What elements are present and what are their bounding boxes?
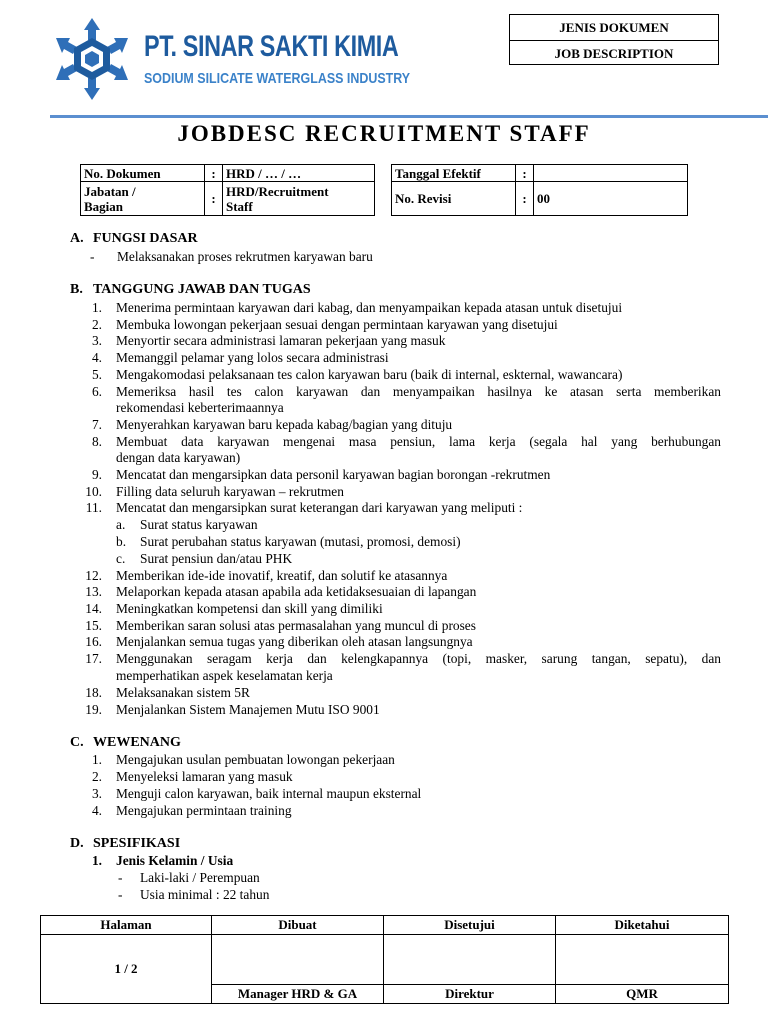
section-title: WEWENANG bbox=[93, 735, 181, 750]
signature-dibuat bbox=[212, 935, 384, 985]
list-item-text: Menyortir secara administrasi lamaran pekerjaan yang masuk bbox=[116, 333, 446, 348]
diketahui-by: QMR bbox=[556, 985, 729, 1004]
list-item-text: Menyerahkan karyawan baru kepada kabag/bagian yang dituju bbox=[116, 417, 453, 432]
list-item-text: Menerima permintaan karyawan dari kabag, dan menyampaikan kepada atasan untuk disetujui bbox=[116, 300, 623, 315]
header-divider bbox=[50, 115, 768, 118]
document-title: JOBDESC RECRUITMENT STAFF bbox=[177, 121, 591, 146]
section-d-heading bbox=[70, 836, 180, 852]
company-logo-icon bbox=[50, 14, 134, 104]
disetujui-by: Direktur bbox=[384, 985, 556, 1004]
list-item-text: Menggunakan seragam kerja dan kelengkapannya (topi, masker, sarung tangan, sepatu), dan bbox=[116, 651, 721, 666]
tanggal-efektif-value bbox=[534, 165, 688, 182]
jabatan-value-line1: HRD/Recruitment bbox=[226, 183, 329, 199]
col-diketahui: Diketahui bbox=[556, 916, 729, 935]
document-type-value: JOB DESCRIPTION bbox=[554, 46, 674, 61]
jabatan-label-line1: Jabatan / bbox=[84, 183, 136, 199]
company-name: PT. SINAR SAKTI KIMIA bbox=[144, 30, 399, 63]
list-item-text: Filling data seluruh karyawan – rekrutmen bbox=[116, 484, 344, 499]
list-item-text: Mengakomodasi pelaksanaan tes calon karyawan baru (baik di internal, eskternal, wawancara) bbox=[116, 367, 623, 382]
no-revisi-value: 00 bbox=[534, 182, 688, 216]
col-disetujui: Disetujui bbox=[384, 916, 556, 935]
jabatan-value bbox=[223, 182, 375, 216]
sub-item-letter: c. bbox=[116, 551, 126, 566]
list-item-text: Melaporkan kepada atasan apabila ada ketidaksesuaian di lapangan bbox=[116, 584, 477, 599]
list-item-text: Laki-laki / Perempuan bbox=[140, 870, 260, 885]
list-item-text: Memeriksa hasil tes calon karyawan dan menyampaikan hasilnya ke atasan serta memberikan bbox=[116, 384, 721, 399]
page-number: 1 / 2 bbox=[41, 935, 212, 1004]
document-type-box bbox=[509, 14, 719, 65]
sub-item-letter: a. bbox=[116, 517, 126, 532]
no-revisi-label: No. Revisi bbox=[392, 182, 516, 216]
list-item-text: Melaksanakan sistem 5R bbox=[116, 685, 250, 700]
list-item-text: Memberikan ide-ide inovatif, kreatif, dan solutif ke atasannya bbox=[116, 568, 448, 583]
colon: : bbox=[205, 165, 223, 182]
sub-item-text: Surat perubahan status karyawan (mutasi, promosi, demosi) bbox=[140, 534, 461, 549]
document-info-table bbox=[80, 164, 375, 216]
list-item-text: Membuka lowongan pekerjaan sesuai dengan permintaan karyawan yang disetujui bbox=[116, 317, 558, 332]
sub-item-letter: b. bbox=[116, 534, 127, 549]
company-tagline: SODIUM SILICATE WATERGLASS INDUSTRY bbox=[144, 70, 411, 87]
list-item-text: Memanggil pelamar yang lolos secara administrasi bbox=[116, 350, 389, 365]
tanggal-efektif-label: Tanggal Efektif bbox=[392, 165, 516, 182]
jabatan-label-line2: Bagian bbox=[84, 198, 124, 214]
signature-diketahui bbox=[556, 935, 729, 985]
list-item-continuation: memperhatikan aspek keselamatan kerja bbox=[116, 668, 333, 683]
list-item-continuation: rekomendasi keberterimaannya bbox=[116, 400, 284, 415]
jabatan-label bbox=[81, 182, 205, 216]
list-item-text: Memberikan saran solusi atas permasalahan yang muncul di proses bbox=[116, 618, 476, 633]
list-item-text: Melaksanakan proses rekrutmen karyawan baru bbox=[117, 249, 373, 264]
sub-item-text: Surat status karyawan bbox=[140, 517, 258, 532]
no-dokumen-value: HRD / … / … bbox=[223, 165, 375, 182]
list-item-text: Menjalankan semua tugas yang diberikan oleh atasan langsungnya bbox=[116, 634, 473, 649]
list-item-text: Mencatat dan mengarsipkan data personil karyawan bagian borongan -rekrutmen bbox=[116, 467, 551, 482]
section-b-heading bbox=[70, 282, 311, 298]
document-type-label: JENIS DOKUMEN bbox=[510, 15, 718, 41]
section-letter: B. bbox=[70, 282, 83, 297]
signature-disetujui bbox=[384, 935, 556, 985]
col-dibuat: Dibuat bbox=[212, 916, 384, 935]
list-item-text: Usia minimal : 22 tahun bbox=[140, 887, 270, 902]
list-item-continuation: dengan data karyawan) bbox=[116, 450, 241, 465]
approval-table bbox=[40, 915, 729, 1004]
list-item-text: Mencatat dan mengarsipkan surat keterangan dari karyawan yang meliputi : bbox=[116, 500, 523, 515]
colon: : bbox=[205, 182, 223, 216]
no-dokumen-label: No. Dokumen bbox=[81, 165, 205, 182]
colon: : bbox=[516, 182, 534, 216]
section-a-heading bbox=[70, 231, 198, 247]
list-item-text: Mengajukan usulan pembuatan lowongan pekerjaan bbox=[116, 752, 395, 767]
section-letter: C. bbox=[70, 735, 84, 750]
revision-info-table bbox=[391, 164, 688, 216]
section-title: SPESIFIKASI bbox=[93, 836, 181, 851]
list-item-text: Menyeleksi lamaran yang masuk bbox=[116, 769, 293, 784]
jabatan-value-line2: Staff bbox=[226, 198, 253, 214]
list-item-text: Menguji calon karyawan, baik internal maupun eksternal bbox=[116, 786, 422, 801]
dibuat-by: Manager HRD & GA bbox=[212, 985, 384, 1004]
section-letter: D. bbox=[70, 836, 84, 851]
sub-heading-number: 1. bbox=[91, 853, 102, 868]
col-halaman: Halaman bbox=[41, 916, 212, 935]
list-item-text: Meningkatkan kompetensi dan skill yang dimiliki bbox=[116, 601, 383, 616]
colon: : bbox=[516, 165, 534, 182]
section-letter: A. bbox=[70, 231, 84, 246]
section-c-heading bbox=[70, 735, 181, 751]
list-item-text: Menjalankan Sistem Manajemen Mutu ISO 9001 bbox=[116, 702, 380, 717]
sub-heading-text: Jenis Kelamin / Usia bbox=[116, 853, 234, 868]
section-title: FUNGSI DASAR bbox=[93, 231, 198, 246]
list-item-text: Membuat data karyawan mengenai masa pensiun, lama kerja (segala hal yang berhubungan bbox=[116, 434, 721, 449]
list-item-text: Mengajukan permintaan training bbox=[116, 803, 292, 818]
section-title: TANGGUNG JAWAB DAN TUGAS bbox=[93, 282, 311, 297]
sub-item-text: Surat pensiun dan/atau PHK bbox=[140, 551, 293, 566]
